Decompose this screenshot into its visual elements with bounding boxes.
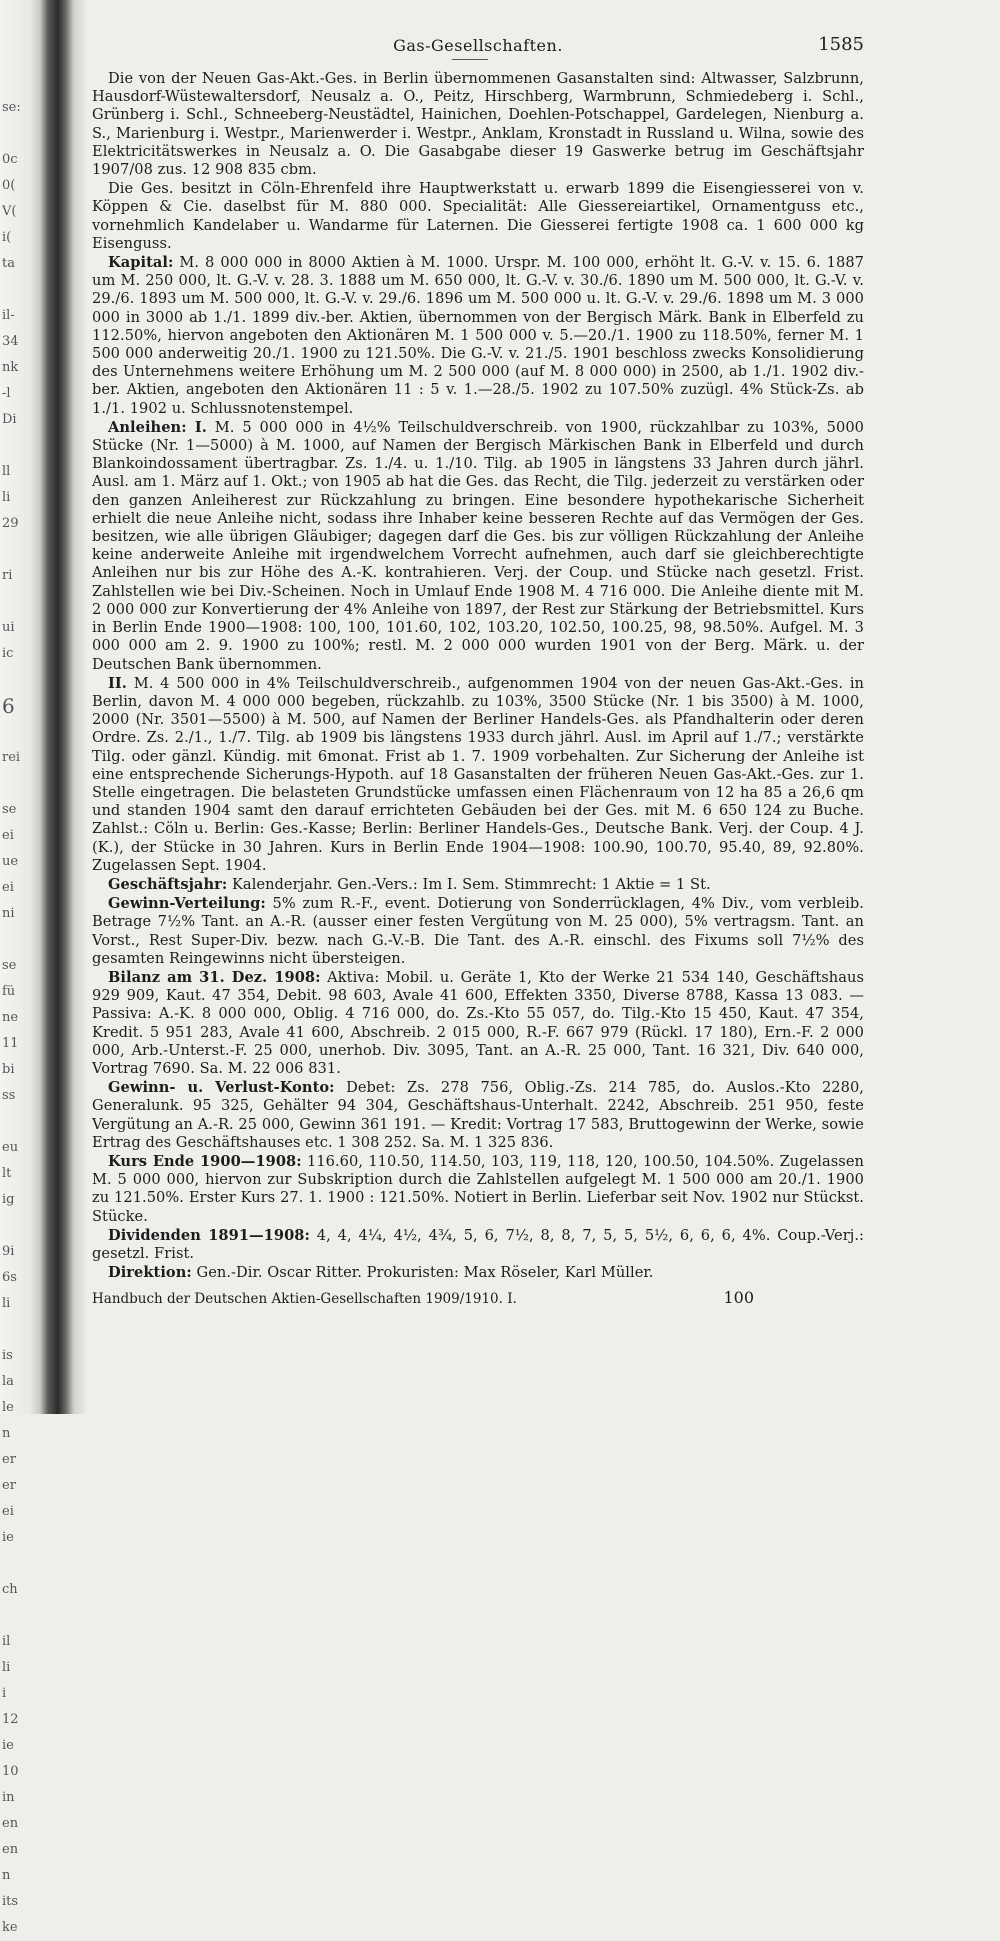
page-title: Gas-Gesellschaften. bbox=[393, 36, 563, 55]
paragraph-text: M. 8 000 000 in 8000 Aktien à M. 1000. Urspr. M. 100 000, erhöht lt. G.-V. v. 15. 6. 1887 um M. 250 000, lt. G.-V. v. 28. 3. 1888 um M. 650 000, lt. G.-V. v. 30./6. 1890 um M. 500 000, lt. G.-V. v. 29./6. 1893 um M. 500 000, lt. G.-V. v. 29./6. 1896 um M. 500 000 u. lt. G.-V. v. 29./6. 1898 um M. 3 000 000 in 3000 ab 1./1. 1899 div.-ber. Aktien, übernommen von der Bergisch Märk. Bank in Elberfeld zu 112.50%, hiervon angeboten den Aktionären M. 1 500 000 v. 5.—20./1. 1900 zu 118.50%, ferner M. 1 500 000 anderweitig 20./1. 1900 zu 121.50%. Die G.-V. v. 21./5. 1901 beschloss zwecks Konsolidierung des Unternehmens weitere Erhöhung um M. 2 500 000 (auf M. 8 000 000) in 2500, ab 1./1. 1902 div.-ber. Aktien, angeboten den Aktionären 11 : 5 v. 1.—28./5. 1902 zu 107.50% zuzügl. 4% Stück-Zs. ab 1./1. 1902 u. Schlussnotenstempel. bbox=[92, 254, 864, 417]
footer-signature-number: 100 bbox=[723, 1288, 754, 1308]
edge-fragment bbox=[2, 667, 36, 693]
edge-fragment bbox=[2, 277, 36, 303]
edge-fragment: en bbox=[2, 1816, 19, 1831]
edge-fragment: 29 bbox=[2, 516, 19, 531]
paragraph-text: 5% zum R.-F., event. Dotierung von Sonderrücklagen, 4% Div., vom verbleib. Betrage 7½% Tant. an A.-R. (ausser einer festen Vergütung von M. 25 000), 5% vertragsm. Tant. an Vorst., Rest Super-Div. bezw. nach G.-V.-B. Die Tant. des A.-R. einschl. des Fixums soll 7½% des gesamten Reingewinns nicht übersteigen. bbox=[92, 895, 864, 967]
edge-fragment: le bbox=[2, 1400, 14, 1415]
edge-fragment: ui bbox=[2, 620, 15, 635]
paragraph-label: Bilanz am 31. Dez. 1908: bbox=[108, 968, 321, 986]
paragraph-text: Aktiva: Mobil. u. Geräte 1, Kto der Werke 21 534 140, Geschäftshaus 929 909, Kaut. 47 354, Debit. 98 603, Avale 41 600, Effekten 3350, Diverse 8788, Kassa 13 083. — Passiva: A.-K. 8 000 000, Oblig. 4 716 000, do. Zs.-Kto 55 057, do. Tilg.-Kto 15 450, Kaut. 47 354, Kredit. 5 951 283, Avale 41 600, Abschreib. 2 015 000, R.-F. 667 979 (Rückl. 17 180), Ern.-F. 2 000 000, Arb.-Unterst.-F. 25 000, unerhob. Div. 3095, Tant. an A.-R. 25 000, Tant. 16 321, Div. 640 000, Vortrag 7690. Sa. M. 22 006 831. bbox=[92, 968, 864, 1077]
edge-fragment: er bbox=[2, 1478, 16, 1493]
paragraph-text: M. 5 000 000 in 4½% Teilschuldverschreib. von 1900, rückzahlbar zu 103%, 5000 Stücke (Nr. 1—5000) à M. 1000, auf Namen der Bergisch Märkischen Bank in Elberfeld und durch Blankoindossament übertragbar. Zs. 1./4. u. 1./10. Tilg. ab 1905 in längstens 33 Jahren durch jährl. Ausl. am 1. März auf 1. Okt.; von 1905 ab hat die Ges. das Recht, die Tilg. jederzeit zu verstärken oder den ganzen Anleiherest zur Rückzahlung zu bringen. Eine besondere hypothekarische Sicherheit erhielt die neue Anleihe nicht, sodass ihre Inhaber keine besseren Rechte auf das Vermögen der Ges. besitzen, wie alle übrigen Gläubiger; dagegen darf die Ges. bis zur völligen Rückzahlung der Anleihe keine anderweite Anleihe mit irgendwelchem Vorrecht aufnehmen, auch darf sie gleichberechtigte Anleihen nur bis zur Höhe des A.-K. kontrahieren. Verj. der Coup. und Stücke nach gesetzl. Frist. Zahlstellen wie bei Div.-Scheinen. Noch in Umlauf Ende 1908 M. 4 716 000. Die Anleihe diente mit M. 2 000 000 zur Konvertierung der 4% Anleihe von 1897, der Rest zur Stärkung der Betriebsmittel. Kurs in Berlin Ende 1900—1908: 100, 100, 101.60, 102, 103.20, 102.50, 100.25, 98, 98.50%. Aufgel. M. 3 000 000 am 2. 9. 1900 zu 100%; restl. M. 2 000 000 wurden 1901 von der Berg. Märk. u. der Deutschen Bank übernommen. bbox=[92, 418, 864, 673]
edge-fragment: 0( bbox=[2, 178, 16, 193]
paragraph-label: Kurs Ende 1900—1908: bbox=[108, 1152, 302, 1170]
edge-fragment bbox=[2, 1603, 36, 1629]
edge-fragment: -l bbox=[2, 386, 11, 401]
paragraph-label: Direktion: bbox=[108, 1264, 192, 1282]
edge-fragment: ll bbox=[2, 464, 11, 479]
paragraph bbox=[92, 1264, 864, 1282]
edge-fragment: 0c bbox=[2, 152, 18, 167]
paragraph bbox=[92, 1153, 864, 1226]
edge-fragment: li bbox=[2, 1296, 11, 1311]
paragraph bbox=[92, 1079, 864, 1152]
edge-fragment: n bbox=[2, 1868, 11, 1883]
paragraph-text: 116.60, 110.50, 114.50, 103, 119, 118, 120, 100.50, 104.50%. Zugelassen M. 5 000 000, hiervon zur Subskription durch die Zahlstellen aufgelegt M. 1 500 000 am 20./1. 1900 zu 121.50%. Erster Kurs 27. 1. 1900 : 121.50%. Notiert in Berlin. Lieferbar seit Nov. 1902 nur Stückst. Stücke. bbox=[92, 1152, 864, 1225]
edge-fragment: nk bbox=[2, 360, 19, 375]
paragraph-text: Gen.-Dir. Oscar Ritter. Prokuristen: Max Röseler, Karl Müller. bbox=[196, 1264, 654, 1282]
edge-fragment: li bbox=[2, 1660, 11, 1675]
edge-fragment: i bbox=[2, 1686, 7, 1701]
paragraph-text: Debet: Zs. 278 756, Oblig.-Zs. 214 785, do. Auslos.-Kto 2280, Generalunk. 95 325, Gehälter 94 304, Geschäftshaus-Unterhalt. 2242, Abschreib. 251 950, feste Vergütung an A.-R. 25 000, Gewinn 361 191. — Kredit: Vortrag 17 583, Bruttogewinn der Werke, sowie Ertrag des Geschäftshauses etc. 1 308 252. Sa. M. 1 325 836. bbox=[92, 1079, 864, 1151]
paragraph-label: II. bbox=[108, 674, 127, 692]
edge-fragment: ue bbox=[2, 854, 19, 869]
edge-fragment bbox=[2, 537, 36, 563]
edge-fragment: il- bbox=[2, 308, 15, 323]
edge-fragment bbox=[2, 927, 36, 953]
edge-fragment: se bbox=[2, 802, 17, 817]
edge-fragment: 10 bbox=[2, 1764, 19, 1779]
edge-fragment bbox=[2, 121, 36, 147]
edge-fragment: 6s bbox=[2, 1270, 17, 1285]
paragraph-text: Kalenderjahr. Gen.-Vers.: Im I. Sem. Stimmrecht: 1 Aktie = 1 St. bbox=[231, 875, 711, 893]
edge-fragment: 11 bbox=[2, 1036, 19, 1051]
paragraph-text: Die Ges. besitzt in Cöln-Ehrenfeld ihre Hauptwerkstatt u. erwarb 1899 die Eisengiesserei von v. Köppen & Cie. daselbst für M. 880 000. Specialität: Alle Giessereiartikel, Ornamentguss etc., vornehmlich Kandelaber u. Wandarme für Laternen. Die Giesserei fertigte 1908 ca. 1 600 000 kg Eisenguss. bbox=[92, 180, 864, 252]
paragraph-text: 4, 4, 4¼, 4½, 4¾, 5, 6, 7½, 8, 8, 7, 5, 5, 5½, 6, 6, 6, 4%. Coup.-Verj.: gesetzl. Frist. bbox=[92, 1226, 864, 1262]
paragraph bbox=[92, 895, 864, 968]
title-underline bbox=[452, 59, 488, 60]
paragraph-label: Kapital: bbox=[108, 254, 174, 272]
edge-fragment: li bbox=[2, 490, 11, 505]
page-number: 1585 bbox=[818, 34, 864, 55]
adjacent-page-fragments bbox=[2, 95, 36, 1941]
edge-fragment: bi bbox=[2, 1062, 15, 1077]
paragraph-label: Geschäftsjahr: bbox=[108, 875, 228, 893]
edge-fragment: 6 bbox=[2, 694, 15, 718]
paragraph-text: Die von der Neuen Gas-Akt.-Ges. in Berlin übernommenen Gasanstalten sind: Altwasser, Salzbrunn, Hausdorf-Wüstewaltersdorf, Neusalz a. O., Peitz, Hirschberg, Warmbrunn, Schmiedeberg i. Schl., Grünberg i. Schl., Schneeberg-Neustädtel, Hainichen, Doehlen-Potschappel, Gardelegen, Nienburg a. S., Marienburg i. Westpr., Marienwerder i. Westpr., Anklam, Kronstadt in Russland u. Wilna, sowie des Elektricitätswerkes in Neusalz a. O. Die Gasabgabe dieser 19 Gaswerke betrug im Geschäftsjahr 1907/08 zus. 12 908 835 cbm. bbox=[92, 70, 864, 179]
edge-fragment: ei bbox=[2, 1504, 14, 1519]
edge-fragment: ta bbox=[2, 256, 15, 271]
edge-fragment bbox=[2, 433, 36, 459]
edge-fragment bbox=[2, 719, 36, 745]
edge-fragment: ri bbox=[2, 568, 13, 583]
edge-fragment: se: bbox=[2, 100, 21, 115]
paragraph-label: Gewinn- u. Verlust-Konto: bbox=[108, 1079, 335, 1097]
edge-fragment: ei bbox=[2, 828, 14, 843]
paragraph bbox=[92, 254, 864, 418]
paragraph bbox=[92, 70, 864, 179]
edge-fragment bbox=[2, 1109, 36, 1135]
page-footer bbox=[92, 1288, 864, 1307]
edge-fragment: en bbox=[2, 1842, 19, 1857]
paragraph-label: Gewinn-Verteilung: bbox=[108, 895, 266, 913]
edge-fragment: ke bbox=[2, 1920, 18, 1935]
paragraph-label: Dividenden 1891—1908: bbox=[108, 1226, 310, 1244]
edge-fragment: i( bbox=[2, 230, 12, 245]
edge-fragment: se bbox=[2, 958, 17, 973]
paragraph-label: Anleihen: I. bbox=[108, 418, 207, 436]
edge-fragment: er bbox=[2, 1452, 16, 1467]
edge-fragment: V( bbox=[2, 204, 17, 219]
page-header bbox=[92, 32, 864, 68]
edge-fragment: ie bbox=[2, 1530, 14, 1545]
edge-fragment: il bbox=[2, 1634, 11, 1649]
edge-fragment: eu bbox=[2, 1140, 19, 1155]
edge-fragment: Di bbox=[2, 412, 17, 427]
edge-fragment: ie bbox=[2, 1738, 14, 1753]
edge-fragment: ni bbox=[2, 906, 15, 921]
paragraph bbox=[92, 180, 864, 253]
paragraph bbox=[92, 969, 864, 1078]
paragraph bbox=[92, 1227, 864, 1263]
edge-fragment: ch bbox=[2, 1582, 18, 1597]
edge-fragment bbox=[2, 771, 36, 797]
edge-fragment: is bbox=[2, 1348, 13, 1363]
paragraph-text: M. 4 500 000 in 4% Teilschuldverschreib., aufgenommen 1904 von der neuen Gas-Akt.-Ges. in Berlin, davon M. 4 000 000 begeben, rückzahlb. zu 103%, 3500 Stücke (Nr. 1 bis 3500) à M. 1000, 2000 (Nr. 3501—5500) à M. 500, auf Namen der Berliner Handels-Ges. als Pfandhalterin oder deren Ordre. Zs. 2./1., 1./7. Tilg. ab 1909 bis längstens 1933 durch jährl. Ausl. im April auf 1./7.; verstärkte Tilg. oder gänzl. Kündig. mit 6monat. Frist ab 1. 7. 1909 vorbehalten. Zur Sicherung der Anleihe ist eine entsprechende Sicherungs-Hypoth. auf 18 Gasanstalten der früheren Neuen Gas-Akt.-Ges. zur 1. Stelle eingetragen. Die belasteten Grundstücke umfassen einen Flächenraum von 12 ha 85 a 26,6 qm und standen 1904 samt den darauf errichteten Gebäuden bei der Ges. mit M. 6 650 124 zu Buche. Zahlst.: Cöln u. Berlin: Ges.-Kasse; Berlin: Berliner Handels-Ges., Deutsche Bank. Verj. der Coup. 4 J. (K.), der Stücke in 30 Jahren. Kurs in Berlin Ende 1904—1908: 100.90, 100.70, 95.40, 89, 92.80%. Zugelassen Sept. 1904. bbox=[92, 674, 864, 874]
edge-fragment: 12 bbox=[2, 1712, 19, 1727]
edge-fragment bbox=[2, 1551, 36, 1577]
edge-fragment: rei bbox=[2, 750, 21, 765]
edge-fragment: in bbox=[2, 1790, 15, 1805]
edge-fragment: ss bbox=[2, 1088, 16, 1103]
article-body bbox=[92, 70, 864, 1282]
edge-fragment: ei bbox=[2, 880, 14, 895]
edge-fragment: its bbox=[2, 1894, 19, 1909]
edge-fragment bbox=[2, 1213, 36, 1239]
paragraph bbox=[92, 675, 864, 875]
paragraph bbox=[92, 419, 864, 674]
document-page bbox=[92, 32, 864, 1307]
edge-fragment: n bbox=[2, 1426, 11, 1441]
edge-fragment bbox=[2, 1317, 36, 1343]
edge-fragment: lt bbox=[2, 1166, 12, 1181]
footer-source: Handbuch der Deutschen Aktien-Gesellschaften 1909/1910. I. bbox=[92, 1291, 517, 1308]
edge-fragment: ic bbox=[2, 646, 14, 661]
edge-fragment: ne bbox=[2, 1010, 19, 1025]
edge-fragment: la bbox=[2, 1374, 14, 1389]
paragraph bbox=[92, 876, 864, 894]
edge-fragment: ig bbox=[2, 1192, 15, 1207]
edge-fragment: 34 bbox=[2, 334, 19, 349]
edge-fragment: 9i bbox=[2, 1244, 15, 1259]
edge-fragment: fü bbox=[2, 984, 16, 999]
edge-fragment bbox=[2, 589, 36, 615]
